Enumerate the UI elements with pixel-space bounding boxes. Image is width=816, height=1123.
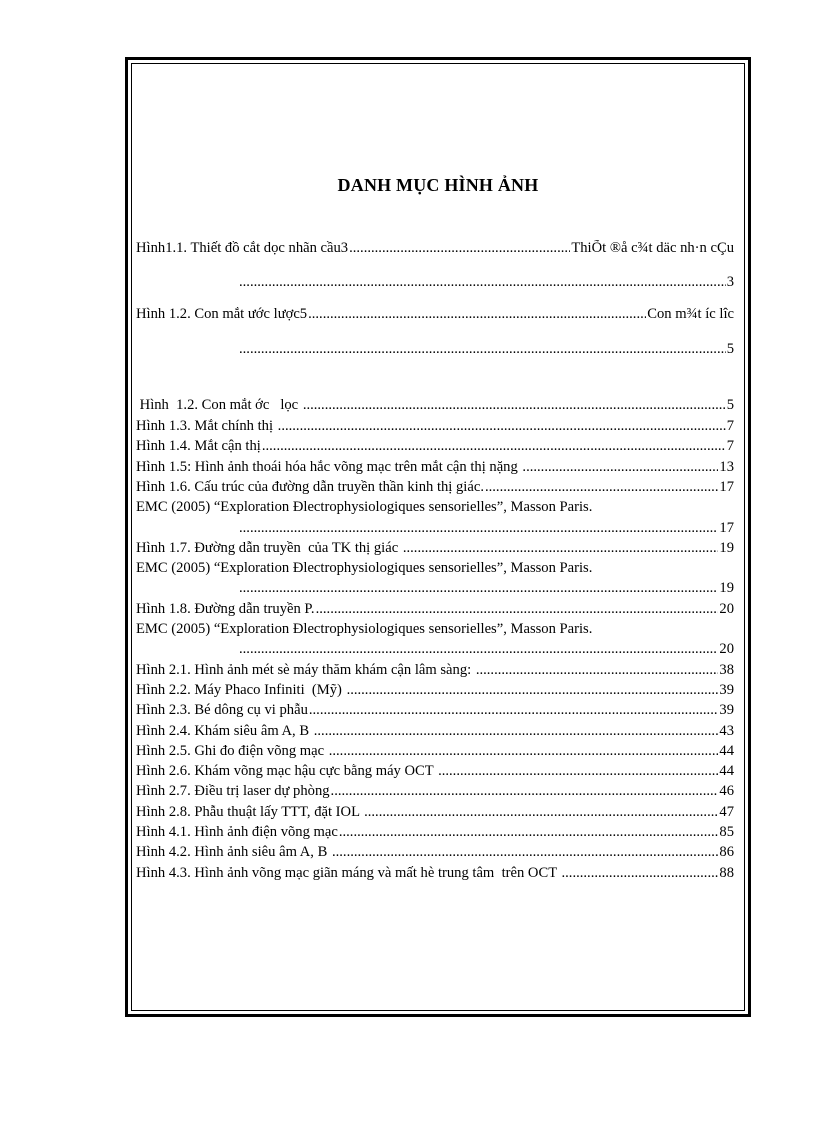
toc-entry — [136, 763, 734, 780]
entry-page: 88 — [719, 864, 734, 881]
dot-leader — [438, 763, 718, 780]
dot-leader — [316, 601, 719, 618]
entry-label: Hình 4.1. Hình ảnh điện võng mạc — [136, 824, 338, 840]
entry-page: 47 — [719, 803, 734, 820]
dot-leader — [278, 418, 726, 435]
entry-page: 17 — [719, 478, 734, 495]
entry-label: Hình 2.7. Điều trị laser dự phòng — [136, 783, 330, 800]
page-title: DANH MỤC HÌNH ẢNH — [337, 175, 539, 195]
entry-label: Hình 4.3. Hình ảnh võng mạc giãn máng và mất hè trung tâm trên OCT — [136, 864, 561, 881]
dot-leader — [262, 438, 726, 455]
dot-leader — [364, 804, 718, 821]
entry-page: 44 — [719, 763, 734, 780]
toc-entry — [136, 865, 734, 882]
toc-entry — [136, 743, 734, 760]
dot-leader — [476, 662, 719, 679]
toc-entry — [136, 824, 734, 841]
entry-page: 85 — [719, 824, 734, 840]
dot-leader — [239, 580, 718, 597]
entry-page: 20 — [719, 600, 734, 617]
reference-line — [136, 560, 734, 577]
toc-entry — [136, 397, 734, 414]
reference-continuation — [238, 520, 734, 537]
entry-label: Hình1.1. Thiết đồ cắt dọc nhãn cầu3 — [136, 240, 349, 256]
toc-entry — [136, 723, 734, 740]
entry-page: 13 — [719, 458, 734, 475]
dot-leader — [303, 397, 726, 414]
toc-entry — [136, 783, 734, 800]
entry-page: 39 — [719, 702, 734, 719]
entry-caption-tail: ThiÕt ®å c¾t däc nh·n cÇu — [571, 240, 734, 256]
dot-leader — [403, 540, 719, 557]
entry-label: Hình 1.6. Cấu trúc của đường dẫn truyền thần kinh thị giác. — [136, 478, 484, 495]
entry-label: Hình 2.1. Hình ảnh mét sè máy thăm khám cận lâm sàng: — [136, 661, 475, 678]
entry-label: Hình 1.4. Mắt cận thị — [136, 438, 261, 455]
entry-page: 7 — [726, 418, 734, 434]
entry-label: Hình 4.2. Hình ảnh siêu âm A, B — [136, 844, 331, 861]
dot-leader — [347, 682, 719, 699]
toc-entry — [136, 601, 734, 618]
toc-entry — [136, 479, 734, 496]
dot-leader — [339, 824, 719, 841]
dot-leader — [308, 306, 646, 323]
entry-page: 19 — [719, 539, 734, 556]
entry-label: Hình 2.2. Máy Phaco Infiniti (Mỹ) — [136, 681, 346, 698]
reference-text: EMC (2005) “Exploration Đlectrophysiologiques sensorielles”, Masson Paris. — [136, 560, 593, 577]
reference-text: EMC (2005) “Exploration Đlectrophysiologiques sensorielles”, Masson Paris. — [136, 621, 593, 637]
entry-page: 38 — [719, 661, 734, 678]
entry-page: 46 — [719, 783, 734, 800]
dot-leader — [349, 240, 570, 257]
entry-page: 3 — [726, 274, 734, 290]
entry-page: 17 — [719, 519, 734, 536]
entry-page: 20 — [719, 641, 734, 658]
entry-caption-tail: Con m¾t íc lîc — [647, 306, 734, 322]
entry-label: Hình 1.2. Con mắt ớc lọc — [136, 397, 302, 413]
dot-leader — [332, 844, 718, 861]
entry-label: Hình 1.5: Hình ảnh thoái hóa hắc võng mạc trên mắt cận thị nặng — [136, 458, 522, 475]
entry-label: Hình 2.5. Ghi đo điện võng mạc — [136, 742, 328, 759]
toc-entry — [136, 662, 734, 679]
entry-page: 39 — [719, 681, 734, 698]
entry-label: Hình 2.4. Khám siêu âm A, B — [136, 722, 313, 739]
toc-entry-continuation — [238, 274, 734, 291]
entry-page: 7 — [726, 438, 734, 455]
entry-label: Hình 2.8. Phẫu thuật lấy TTT, đặt IOL — [136, 803, 364, 820]
entry-label: Hình 1.7. Đường dẫn truyền của TK thị giác — [136, 539, 402, 556]
toc-entry-continuation — [238, 341, 734, 358]
entry-page: 5 — [726, 341, 734, 357]
reference-text: EMC (2005) “Exploration Đlectrophysiologiques sensorielles”, Masson Paris. — [136, 499, 593, 516]
dot-leader — [485, 479, 718, 496]
toc-entry — [136, 459, 734, 476]
entry-label: Hình 2.3. Bé dông cụ vi phẫu — [136, 702, 308, 719]
entry-label: Hình 2.6. Khám võng mạc hậu cực bằng máy OCT — [136, 763, 438, 780]
entry-label: Hình 1.8. Đường dẫn truyền P. — [136, 600, 315, 617]
dot-leader — [562, 865, 719, 882]
toc-entry — [136, 240, 734, 257]
dot-leader — [239, 641, 718, 658]
toc-entry — [136, 702, 734, 719]
dot-leader — [329, 743, 719, 760]
toc-entry — [136, 438, 734, 455]
toc-entry — [136, 418, 734, 435]
reference-continuation — [238, 580, 734, 597]
toc-entry — [136, 844, 734, 861]
entry-label: Hình 1.3. Mắt chính thị — [136, 418, 277, 434]
entry-page: 19 — [719, 580, 734, 597]
entry-page: 5 — [726, 397, 734, 413]
dot-leader — [239, 274, 726, 291]
dot-leader — [309, 702, 719, 719]
dot-leader — [239, 341, 726, 358]
reference-continuation — [238, 641, 734, 658]
dot-leader — [522, 459, 718, 476]
toc-entry — [136, 804, 734, 821]
reference-line — [136, 621, 734, 638]
dot-leader — [314, 723, 719, 740]
entry-label: Hình 1.2. Con mắt ước lược5 — [136, 306, 308, 322]
dot-leader — [331, 783, 719, 800]
entry-page: 43 — [719, 722, 734, 739]
dot-leader — [239, 520, 718, 537]
entry-page: 86 — [719, 844, 734, 861]
reference-line — [136, 499, 734, 516]
entry-page: 44 — [719, 742, 734, 759]
toc-entry — [136, 540, 734, 557]
toc-entry — [136, 306, 734, 323]
toc-entry — [136, 682, 734, 699]
